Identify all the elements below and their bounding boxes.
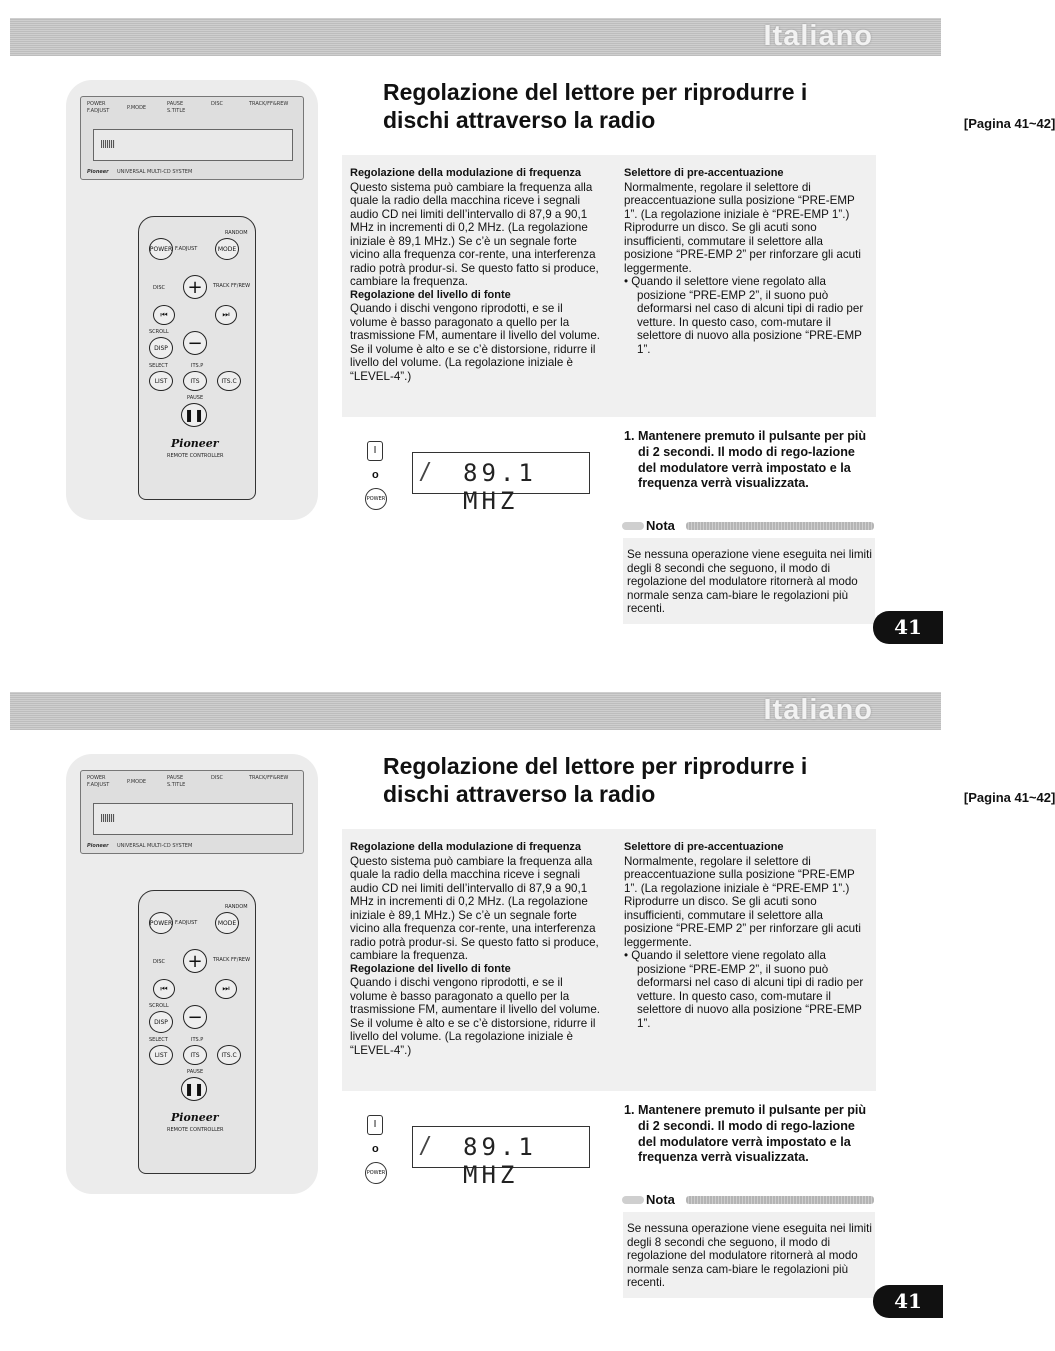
step-text: Mantenere premuto il pulsante per più di 2 secondi. Il modo di rego-lazione del modulatore verrà impostato e la frequenza verrà visualizzata.: [638, 429, 867, 491]
hu-label-pause: PAUSE: [167, 101, 184, 107]
note-box: [623, 538, 875, 624]
label-track-ffrew: TRACK FF/REW: [213, 283, 251, 289]
left-column: [350, 167, 600, 383]
right-column: [624, 167, 870, 356]
hu-label-fadjust: F.ADJUST: [87, 108, 110, 114]
pause-button-icon: ❚❚: [181, 403, 207, 427]
source-level-heading: Regolazione del livello di fonte: [350, 288, 511, 301]
label-fadjust: F.ADJUST: [175, 920, 198, 926]
plus-button-icon: +: [183, 949, 207, 973]
hu-label-stitle: S.TITLE: [167, 108, 186, 114]
label-random: RANDOM: [225, 904, 248, 910]
page-number: 41: [873, 1285, 943, 1318]
hu-label-fadjust: F.ADJUST: [87, 782, 110, 788]
minus-button-icon: −: [183, 1005, 207, 1029]
lcd-display: [412, 452, 590, 515]
fm-modulation-heading: Regolazione della modulazione di frequenza: [350, 167, 582, 179]
remote-brand: Pioneer: [171, 1111, 219, 1124]
label-its-p: ITS.P: [191, 1037, 204, 1043]
pre-emphasis-heading: Selettore di pre-accentuazione: [624, 841, 784, 853]
disc-icon: [101, 814, 115, 822]
section-heading: [383, 752, 1055, 808]
lcd-indicator-icon: /: [421, 457, 429, 487]
pre-emphasis-heading: Selettore di pre-accentuazione: [624, 167, 784, 179]
banner-title: Italiano: [763, 20, 873, 52]
pause-button-icon: ❚❚: [181, 1077, 207, 1101]
fm-modulation-text: Questo sistema può cambiare la frequenza alla quale la radio della macchina riceve i segnali audio CD nei limiti dell’intervallo di 87,9 a 90,1 MHz in incrementi di 0,2 MHz. (La regolazione iniziale è 89,1 MHz.) Se c’è un segnale forte vicino alla frequenza cor-rente, una interferenza radio potrà produr-si. Se questo fatto si produce, cambiare la frequenza.: [350, 180, 599, 288]
note-text: Se nessuna operazione viene eseguita nei limiti degli 8 secondi che seguono, il modo di regolazione del modulatore ritornerà al modo normale senza cam-biare le regolazioni più recenti.: [627, 1222, 872, 1289]
power-key-icon: POWER: [365, 1162, 387, 1184]
device-illustration: [66, 754, 318, 1194]
pre-emphasis-text-2: Riprodurre un disco. Se gli acuti sono insufficienti, commutare il selettore alla posizione “PRE-EMP 2” per rinforzare gli acuti leggermente.: [624, 895, 861, 949]
note-text: Se nessuna operazione viene eseguita nei limiti degli 8 secondi che seguono, il modo di regolazione del modulatore ritornerà al modo normale senza cam-biare le regolazioni più recenti.: [627, 548, 872, 615]
hu-label-stitle: S.TITLE: [167, 782, 186, 788]
hu-label-pause: PAUSE: [167, 775, 184, 781]
label-select: SELECT: [149, 363, 168, 369]
list-button-icon: LIST: [149, 1045, 173, 1065]
heading-line-1: Regolazione del lettore per riprodurre i: [383, 79, 808, 105]
page-reference: [Pagina 41~42]: [963, 790, 1055, 805]
next-track-icon: ⏭: [215, 305, 237, 325]
label-fadjust: F.ADJUST: [175, 246, 198, 252]
hu-brand: Pioneer: [87, 843, 109, 849]
remote-brand: Pioneer: [171, 437, 219, 450]
its-button-icon: ITS: [183, 371, 207, 391]
info-box: [342, 155, 876, 417]
its-c-button-icon: ITS.C: [217, 1045, 241, 1065]
power-key-icon: POWER: [365, 488, 387, 510]
hu-label-disc: DISC: [211, 775, 223, 781]
remote-control-illustration: [138, 216, 256, 500]
label-track-ffrew: TRACK FF/REW: [213, 957, 251, 963]
prev-track-icon: ⏮: [153, 305, 175, 325]
plus-button-icon: +: [183, 275, 207, 299]
power-button-icon: POWER: [149, 238, 173, 260]
disp-button-icon: DISP: [149, 337, 173, 359]
hu-caption: UNIVERSAL MULTI-CD SYSTEM: [117, 169, 193, 175]
device-illustration: [66, 80, 318, 520]
step-number: 1.: [624, 1103, 635, 1117]
remote-control-illustration: [138, 890, 256, 1174]
note-pill-icon: [622, 522, 644, 530]
label-random: RANDOM: [225, 230, 248, 236]
hu-label-pmode: P.MODE: [127, 779, 147, 785]
source-level-text: Quando i dischi vengono riprodotti, e se il volume è basso paragonato a quello per la trasmissione FM, aumentare il livello del volume. Se il volume è alto e se c’è distorsione, ridurre il livello del volume. (La regolazione iniziale è “LEVEL-4”.): [350, 976, 601, 1057]
source-level-heading: Regolazione del livello di fonte: [350, 962, 511, 975]
hu-brand: Pioneer: [87, 169, 109, 175]
label-disc: DISC: [153, 959, 165, 965]
note-pill-icon: [622, 1196, 644, 1204]
hu-label-pmode: P.MODE: [127, 105, 147, 111]
label-pause: PAUSE: [187, 1069, 204, 1075]
mode-button-icon: MODE: [215, 238, 239, 260]
its-button-icon: ITS: [183, 1045, 207, 1065]
page-reference: [Pagina 41~42]: [963, 116, 1055, 131]
minus-button-icon: −: [183, 331, 207, 355]
disc-slot: [93, 129, 293, 161]
hu-label-disc: DISC: [211, 101, 223, 107]
mode-button-icon: MODE: [215, 912, 239, 934]
remote-caption: REMOTE CONTROLLER: [167, 453, 224, 459]
or-label: o: [372, 1143, 379, 1155]
label-pause: PAUSE: [187, 395, 204, 401]
disp-button-icon: DISP: [149, 1011, 173, 1033]
its-c-button-icon: ITS.C: [217, 371, 241, 391]
hu-label-track: TRACK/FF&REW: [249, 101, 289, 107]
info-box: [342, 829, 876, 1091]
label-select: SELECT: [149, 1037, 168, 1043]
fm-modulation-heading: Regolazione della modulazione di frequenza: [350, 841, 582, 853]
hu-caption: UNIVERSAL MULTI-CD SYSTEM: [117, 843, 193, 849]
lcd-frequency: 89.1 MHZ: [463, 1133, 537, 1189]
head-unit-illustration: [80, 96, 304, 180]
label-scroll: SCROLL: [149, 1003, 169, 1009]
key-i-icon: I: [367, 441, 383, 461]
power-button-icon: POWER: [149, 912, 173, 934]
label-its-p: ITS.P: [191, 363, 204, 369]
instruction-step: [624, 429, 876, 492]
note-rule: [686, 522, 874, 530]
head-unit-illustration: [80, 770, 304, 854]
label-disc: DISC: [153, 285, 165, 291]
left-column: [350, 841, 600, 1057]
instruction-step: [624, 1103, 876, 1166]
section-heading: [383, 78, 1055, 134]
key-i-icon: I: [367, 1115, 383, 1135]
source-level-text: Quando i dischi vengono riprodotti, e se il volume è basso paragonato a quello per la trasmissione FM, aumentare il livello del volume. Se il volume è alto e se c’è distorsione, ridurre il livello del volume. (La regolazione iniziale è “LEVEL-4”.): [350, 302, 601, 383]
heading-line-2: dischi attraverso la radio: [383, 107, 656, 133]
language-banner: [10, 692, 941, 730]
language-banner: [10, 18, 941, 56]
list-button-icon: LIST: [149, 371, 173, 391]
page-top: [0, 0, 1055, 675]
hu-label-power: POWER: [87, 101, 106, 107]
or-label: o: [372, 469, 379, 481]
right-column: [624, 841, 870, 1030]
note-rule: [686, 1196, 874, 1204]
page-number: 41: [873, 611, 943, 644]
heading-line-1: Regolazione del lettore per riprodurre i: [383, 753, 808, 779]
disc-slot: [93, 803, 293, 835]
page-bottom: [0, 674, 1055, 1349]
lcd-frequency: 89.1 MHZ: [463, 459, 537, 515]
pre-emphasis-text-2: Riprodurre un disco. Se gli acuti sono insufficienti, commutare il selettore alla posizione “PRE-EMP 2” per rinforzare gli acuti leggermente.: [624, 221, 861, 275]
note-title: Nota: [646, 1192, 675, 1207]
pre-emphasis-bullet: • Quando il selettore viene regolato alla posizione “PRE-EMP 2”, il suono può deformarsi nel caso di alcuni tipi di radio per vetture. In questo caso, com-mutare il selettore di nuovo alla posizione “PRE-EMP 1”.: [624, 949, 864, 1030]
note-box: [623, 1212, 875, 1298]
step-number: 1.: [624, 429, 635, 443]
banner-title: Italiano: [763, 694, 873, 726]
disc-icon: [101, 140, 115, 148]
pre-emphasis-text-1: Normalmente, regolare il selettore di preaccentuazione sulla posizione “PRE-EMP 1”. (La regolazione iniziale è “PRE-EMP 1”.): [624, 854, 855, 895]
prev-track-icon: ⏮: [153, 979, 175, 999]
lcd-indicator-icon: /: [421, 1131, 429, 1161]
lcd-display: [412, 1126, 590, 1189]
remote-caption: REMOTE CONTROLLER: [167, 1127, 224, 1133]
next-track-icon: ⏭: [215, 979, 237, 999]
note-title: Nota: [646, 518, 675, 533]
hu-label-power: POWER: [87, 775, 106, 781]
fm-modulation-text: Questo sistema può cambiare la frequenza alla quale la radio della macchina riceve i segnali audio CD nei limiti dell’intervallo di 87,9 a 90,1 MHz in incrementi di 0,2 MHz. (La regolazione iniziale è 89,1 MHz.) Se c’è un segnale forte vicino alla frequenza cor-rente, una interferenza radio potrà produr-si. Se questo fatto si produce, cambiare la frequenza.: [350, 854, 599, 962]
step-text: Mantenere premuto il pulsante per più di 2 secondi. Il modo di rego-lazione del modulatore verrà impostato e la frequenza verrà visualizzata.: [638, 1103, 867, 1165]
label-scroll: SCROLL: [149, 329, 169, 335]
pre-emphasis-text-1: Normalmente, regolare il selettore di preaccentuazione sulla posizione “PRE-EMP 1”. (La regolazione iniziale è “PRE-EMP 1”.): [624, 180, 855, 221]
heading-line-2: dischi attraverso la radio: [383, 781, 656, 807]
pre-emphasis-bullet: • Quando il selettore viene regolato alla posizione “PRE-EMP 2”, il suono può deformarsi nel caso di alcuni tipi di radio per vetture. In questo caso, com-mutare il selettore di nuovo alla posizione “PRE-EMP 1”.: [624, 275, 864, 356]
hu-label-track: TRACK/FF&REW: [249, 775, 289, 781]
